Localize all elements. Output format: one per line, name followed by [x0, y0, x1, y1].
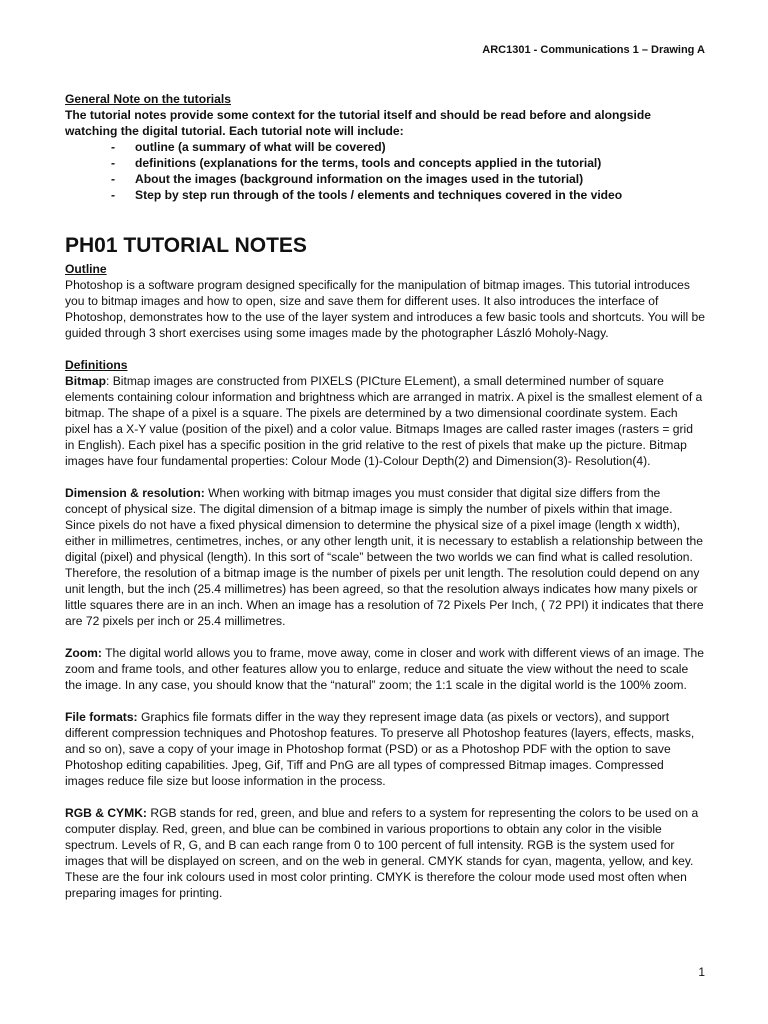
list-item-text: About the images (background information on the images used in the tutorial)	[135, 172, 584, 186]
definition-term: RGB & CYMK:	[65, 806, 147, 820]
paragraph-gap	[65, 789, 705, 805]
list-item	[65, 171, 705, 187]
dash-bullet: -	[111, 188, 116, 202]
paragraph-gap	[65, 693, 705, 709]
definition-term: Bitmap	[65, 374, 106, 388]
dash-bullet: -	[111, 172, 116, 186]
definitions-heading: Definitions	[65, 358, 128, 372]
definition-dimension-resolution	[65, 485, 705, 629]
definition-zoom	[65, 645, 705, 693]
definition-bitmap	[65, 373, 705, 469]
general-note-list	[65, 139, 705, 203]
list-item	[65, 187, 705, 203]
dash-bullet: -	[111, 140, 116, 154]
document-title: PH01 TUTORIAL NOTES	[65, 234, 307, 257]
paragraph-gap	[65, 629, 705, 645]
paragraph-gap	[65, 469, 705, 485]
list-item	[65, 155, 705, 171]
definition-text: The digital world allows you to frame, move away, come in closer and work with different views of an image. The zoom and frame tools, and other features allow you to enlarge, reduce and situate the view without the need to scale the image. In any case, you should know that the “natural” zoom; the 1:1 scale in the digital world is the 100% zoom.	[65, 646, 705, 692]
page-content	[65, 91, 705, 900]
course-header: ARC1301 - Communications 1 – Drawing A	[482, 44, 705, 56]
general-note-intro: The tutorial notes provide some context for the tutorial itself and should be read before and alongside watching the digital tutorial. Each tutorial note will include:	[65, 108, 651, 138]
list-item	[65, 139, 705, 155]
definition-term: Dimension & resolution:	[65, 486, 205, 500]
dash-bullet: -	[111, 156, 116, 170]
definition-text: When working with bitmap images you must consider that digital size differs from the concept of physical size. The digital dimension of a bitmap image is simply the number of pixels within that image. Since pixels do not have a fixed physical dimension to determine the physical size of a pixel image (length x width), either in millimetres, centimetres, inches, or any other length unit, it is necessary to establish a relationship between the digital (pixel) and physical (length). In this sort of “scale” between the two worlds we can find what is called resolution. Therefore, the resolution of a bitmap image is the number of pixels per unit length. The resolution could depend on any unit length, but the inch (25.4 millimetres) has been agreed, so that the resolution always indicates how many pixels or little squares there are in an inch. When an image has a resolution of 72 Pixels Per Inch, ( 72 PPI) it indicates that there are 72 pixels per inch or 25.4 millimetres.	[65, 486, 704, 628]
definition-file-formats	[65, 709, 705, 789]
page-number: 1	[698, 965, 705, 979]
definition-text: RGB stands for red, green, and blue and refers to a system for representing the colors to be used on a computer display. Red, green, and blue can be combined in various proportions to obtain any color in the visible spectrum. Levels of R, G, and B can each range from 0 to 100 percent of full intensity. RGB is the system used for images that will be displayed on screen, and on the web in general. CMYK stands for cyan, magenta, yellow, and key. These are the four ink colours used in most color printing. CMYK is therefore the colour mode used most often when preparing images for printing.	[65, 806, 699, 900]
outline-text: Photoshop is a software program designed specifically for the manipulation of bitmap images. This tutorial introduces you to bitmap images and how to open, size and save them for different uses. It also introduces the interface of Photoshop, demonstrates how to the use of the layer system and introduces a few basic tools and shortcuts. You will be guided through 3 short exercises using some images made by the photographer László Moholy-Nagy.	[65, 278, 705, 340]
definition-term: Zoom:	[65, 646, 102, 660]
list-item-text: definitions (explanations for the terms, tools and concepts applied in the tutorial)	[135, 156, 602, 170]
outline-heading: Outline	[65, 262, 107, 276]
definition-text: Graphics file formats differ in the way they represent image data (as pixels or vectors), and support different compression techniques and Photoshop features. To preserve all Photoshop features (layers, effects, masks, and so on), save a copy of your image in Photoshop format (PSD) or as a Photoshop PDF with the option to save Photoshop editing capabilities. Jpeg, Gif, Tiff and PnG are all types of compressed Bitmap images. Compressed images reduce file size but loose information in the process.	[65, 710, 695, 788]
definition-text: : Bitmap images are constructed from PIXELS (PICture ELement), a small determined number of square elements containing colour information and brightness which are arranged in matrix. A pixel is the smallest element of a bitmap. The shape of a pixel is a square. The pixels are determined by a two dimensional coordinate system. Each pixel has a X-Y value (position of the pixel) and a color value. Bitmaps Images are called raster images (rasters = grid in English). Each pixel has a specific position in the grid relative to the rest of pixels that make up the picture. Bitmap images have four fundamental properties: Colour Mode (1)-Colour Depth(2) and Dimension(3)- Resolution(4).	[65, 374, 703, 468]
definition-rgb-cymk	[65, 805, 705, 901]
paragraph-gap	[65, 341, 705, 357]
general-note-heading: General Note on the tutorials	[65, 92, 231, 106]
list-item-text: Step by step run through of the tools / elements and techniques covered in the video	[135, 188, 623, 202]
list-item-text: outline (a summary of what will be covered)	[135, 140, 386, 154]
document-body	[65, 261, 705, 901]
definition-term: File formats:	[65, 710, 138, 724]
